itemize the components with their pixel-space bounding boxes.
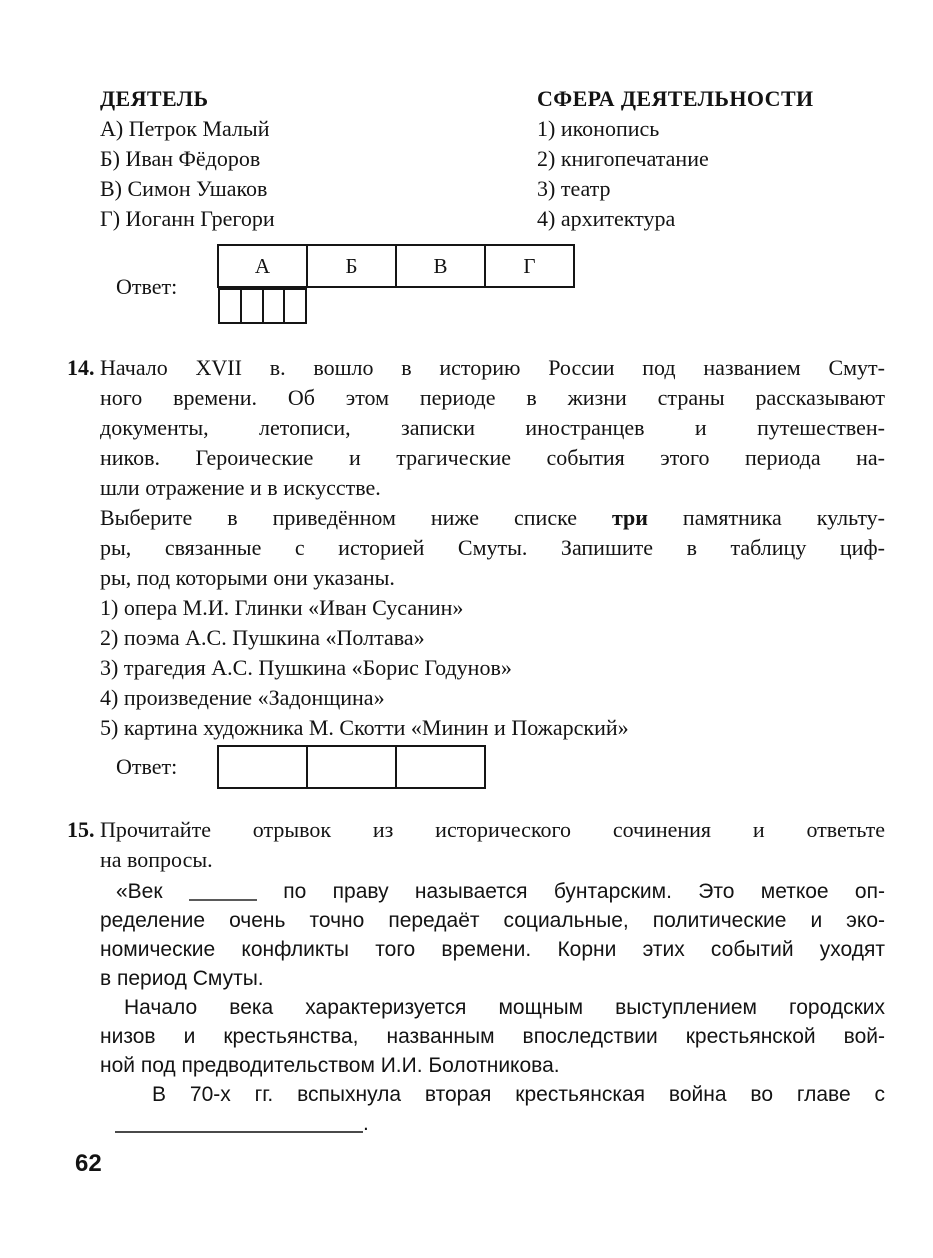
person-item: Б) Иван Фёдоров bbox=[100, 146, 261, 171]
fill-blank-short bbox=[189, 899, 257, 901]
answer-input-cell bbox=[263, 289, 285, 323]
person-item: В) Симон Ушаков bbox=[100, 176, 268, 201]
passage-line bbox=[100, 877, 885, 906]
task-emphasis: три bbox=[611, 505, 648, 530]
task-text: Выберите в приведённом ниже списке bbox=[100, 505, 612, 530]
question-text-line: ры, связанные с историей Смуты. Запишите в таблицу циф- bbox=[100, 535, 885, 560]
fill-blank-long bbox=[115, 1131, 363, 1133]
question-text-line: ры, под которыми они указаны. bbox=[100, 565, 395, 590]
passage-line: ределение очень точно передаёт социальные, политические и эко- bbox=[100, 909, 885, 932]
sphere-column-header: СФЕРА ДЕЯТЕЛЬНОСТИ bbox=[537, 86, 814, 111]
person-column bbox=[100, 84, 537, 234]
page-number: 62 bbox=[75, 1150, 102, 1177]
passage-line: номические конфликты того времени. Корни этих событий уходят bbox=[100, 938, 885, 961]
passage-line: низов и крестьянства, названным впоследствии крестьянской вой- bbox=[100, 1025, 885, 1048]
passage-line: в период Смуты. bbox=[100, 967, 264, 990]
task-text: памятника культу- bbox=[647, 505, 885, 530]
question-15 bbox=[67, 815, 885, 1138]
q14-answer-table bbox=[217, 745, 486, 789]
question-text-line bbox=[100, 503, 885, 533]
passage-text: . bbox=[363, 1112, 369, 1135]
matching-answer-table bbox=[217, 244, 575, 329]
answer-label: Ответ: bbox=[116, 273, 178, 299]
answer-label: Ответ: bbox=[116, 754, 178, 779]
question-text-line: Начало XVII в. вошло в историю России под названием Смут- bbox=[100, 355, 885, 380]
question-number: 15. bbox=[67, 817, 95, 842]
option-item: 4) произведение «Задонщина» bbox=[100, 685, 385, 710]
matching-exercise bbox=[100, 84, 885, 234]
option-item: 3) трагедия А.С. Пушкина «Борис Годунов» bbox=[100, 655, 512, 680]
sphere-item: 4) архитектура bbox=[537, 206, 676, 231]
answer-header-cell: В bbox=[396, 245, 485, 287]
historical-passage bbox=[100, 877, 885, 1138]
option-item: 2) поэма А.С. Пушкина «Полтава» bbox=[100, 625, 425, 650]
passage-line bbox=[100, 1109, 885, 1138]
sphere-column bbox=[537, 84, 885, 234]
question-text-line: шли отражение и в искусстве. bbox=[100, 475, 381, 500]
q14-answer-row bbox=[116, 745, 885, 789]
passage-line: Начало века характеризуется мощным выступлением городских bbox=[124, 996, 885, 1019]
question-text-line: ного времени. Об этом периоде в жизни страны рассказывают bbox=[100, 385, 885, 410]
answer-input-cell bbox=[307, 746, 396, 788]
sphere-item: 3) театр bbox=[537, 176, 611, 201]
answer-input-cell bbox=[241, 289, 263, 323]
passage-text: «Век bbox=[116, 880, 163, 903]
question-text-line: на вопросы. bbox=[100, 847, 213, 872]
answer-input-cell bbox=[396, 746, 485, 788]
sphere-item: 1) иконопись bbox=[537, 116, 660, 141]
answer-input-cell bbox=[218, 746, 307, 788]
person-item: Г) Иоганн Грегори bbox=[100, 206, 275, 231]
passage-line: В 70-х гг. вспыхнула вторая крестьянская война во главе с bbox=[152, 1083, 885, 1106]
question-text-line: документы, летописи, записки иностранцев и путешествен- bbox=[100, 415, 885, 440]
question-text-line: ников. Героические и трагические события этого периода на- bbox=[100, 445, 885, 470]
answer-input-cell bbox=[284, 289, 306, 323]
answer-input-cell bbox=[219, 289, 241, 323]
person-column-header: ДЕЯТЕЛЬ bbox=[100, 86, 209, 111]
passage-line: ной под предводительством И.И. Болотникова. bbox=[100, 1054, 560, 1077]
matching-answer-row bbox=[116, 244, 885, 329]
option-item: 1) опера М.И. Глинки «Иван Сусанин» bbox=[100, 595, 464, 620]
answer-header-cell: Г bbox=[485, 245, 574, 287]
question-text-line: Прочитайте отрывок из исторического сочинения и ответьте bbox=[100, 817, 885, 842]
person-item: А) Петрок Малый bbox=[100, 116, 270, 141]
answer-header-cell: А bbox=[218, 245, 307, 287]
options-list bbox=[100, 593, 885, 743]
sphere-item: 2) книгопечатание bbox=[537, 146, 709, 171]
question-number: 14. bbox=[67, 355, 95, 380]
question-14 bbox=[67, 353, 885, 789]
answer-header-cell: Б bbox=[307, 245, 396, 287]
option-item: 5) картина художника М. Скотти «Минин и Пожарский» bbox=[100, 715, 629, 740]
passage-text: по праву называется бунтарским. Это меткое оп- bbox=[283, 880, 885, 903]
